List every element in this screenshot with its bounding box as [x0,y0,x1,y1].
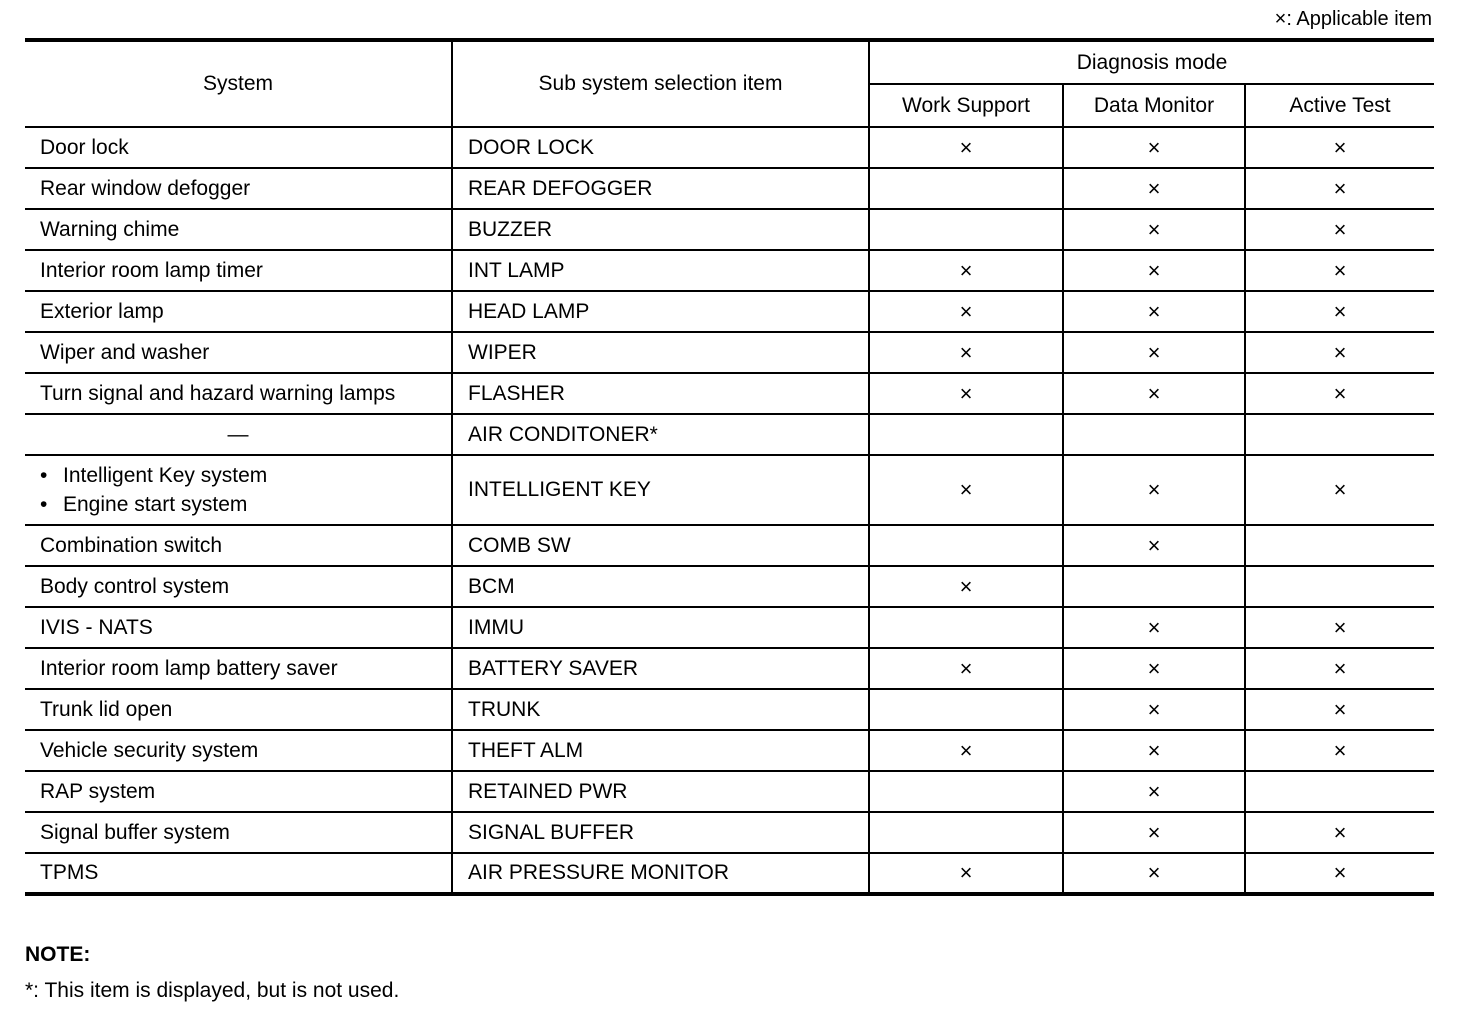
table-row [25,689,1434,730]
legend-text: ×: Applicable item [1274,8,1432,30]
sub-system-cell: SIGNAL BUFFER [452,812,869,853]
system-cell: Interior room lamp battery saver [25,648,452,689]
table-row [25,373,1434,414]
data-monitor-mark [1063,566,1245,607]
table-row [25,127,1434,168]
header-work-support: Work Support [869,84,1063,127]
data-monitor-mark: × [1063,332,1245,373]
work-support-mark: × [869,127,1063,168]
header-diagnosis-mode: Diagnosis mode [869,40,1434,84]
data-monitor-mark: × [1063,730,1245,771]
sub-system-cell: WIPER [452,332,869,373]
work-support-mark [869,525,1063,566]
table-row [25,250,1434,291]
table-row [25,414,1434,455]
header-system: System [25,40,452,127]
header-sub-system: Sub system selection item [452,40,869,127]
active-test-mark: × [1245,607,1434,648]
sub-system-cell: HEAD LAMP [452,291,869,332]
sub-system-cell: AIR PRESSURE MONITOR [452,853,869,894]
system-cell: Trunk lid open [25,689,452,730]
work-support-mark: × [869,566,1063,607]
system-cell: Door lock [25,127,452,168]
work-support-mark: × [869,730,1063,771]
system-cell: Rear window defogger [25,168,452,209]
active-test-mark: × [1245,291,1434,332]
active-test-mark: × [1245,812,1434,853]
work-support-mark [869,812,1063,853]
sub-system-cell: FLASHER [452,373,869,414]
data-monitor-mark: × [1063,455,1245,525]
work-support-mark: × [869,648,1063,689]
header-data-monitor: Data Monitor [1063,84,1245,127]
system-bullet-list [40,461,451,519]
system-cell: IVIS - NATS [25,607,452,648]
work-support-mark: × [869,250,1063,291]
active-test-mark: × [1245,332,1434,373]
sub-system-cell: IMMU [452,607,869,648]
active-test-mark: × [1245,853,1434,894]
work-support-mark [869,689,1063,730]
active-test-mark [1245,771,1434,812]
active-test-mark: × [1245,730,1434,771]
system-bullet-item: • Engine start system [40,490,451,519]
work-support-mark: × [869,853,1063,894]
work-support-mark [869,771,1063,812]
sub-system-cell: COMB SW [452,525,869,566]
sub-system-cell: INT LAMP [452,250,869,291]
system-cell: Warning chime [25,209,452,250]
active-test-mark: × [1245,168,1434,209]
table-row [25,291,1434,332]
data-monitor-mark: × [1063,853,1245,894]
system-cell: RAP system [25,771,452,812]
data-monitor-mark: × [1063,250,1245,291]
data-monitor-mark: × [1063,373,1245,414]
work-support-mark [869,168,1063,209]
sub-system-cell: REAR DEFOGGER [452,168,869,209]
table-row [25,853,1434,894]
system-cell: Signal buffer system [25,812,452,853]
header-active-test: Active Test [1245,84,1434,127]
system-cell: Turn signal and hazard warning lamps [25,373,452,414]
sub-system-cell: INTELLIGENT KEY [452,455,869,525]
sub-system-cell: DOOR LOCK [452,127,869,168]
table-row [25,566,1434,607]
data-monitor-mark: × [1063,209,1245,250]
table-row [25,812,1434,853]
table-row [25,525,1434,566]
diagnosis-table [25,38,1434,896]
table-row [25,730,1434,771]
active-test-mark: × [1245,648,1434,689]
note-text: *: This item is displayed, but is not used. [25,979,400,1002]
system-cell: TPMS [25,853,452,894]
table-row [25,455,1434,525]
note-title: NOTE: [25,943,91,966]
system-cell [25,455,452,525]
system-cell: Exterior lamp [25,291,452,332]
data-monitor-mark: × [1063,525,1245,566]
system-cell: Wiper and washer [25,332,452,373]
table-header [25,40,1434,127]
sub-system-cell: BCM [452,566,869,607]
work-support-mark [869,607,1063,648]
system-cell: Interior room lamp timer [25,250,452,291]
table-body [25,127,1434,894]
table-row [25,648,1434,689]
work-support-mark: × [869,332,1063,373]
sub-system-cell: THEFT ALM [452,730,869,771]
data-monitor-mark: × [1063,291,1245,332]
data-monitor-mark: × [1063,607,1245,648]
sub-system-cell: TRUNK [452,689,869,730]
data-monitor-mark: × [1063,812,1245,853]
data-monitor-mark: × [1063,127,1245,168]
sub-system-cell: BUZZER [452,209,869,250]
active-test-mark [1245,414,1434,455]
data-monitor-mark: × [1063,168,1245,209]
active-test-mark [1245,525,1434,566]
system-cell: Vehicle security system [25,730,452,771]
active-test-mark: × [1245,127,1434,168]
sub-system-cell: RETAINED PWR [452,771,869,812]
data-monitor-mark: × [1063,689,1245,730]
sub-system-cell: BATTERY SAVER [452,648,869,689]
data-monitor-mark [1063,414,1245,455]
active-test-mark: × [1245,455,1434,525]
system-bullet-item: • Intelligent Key system [40,461,451,490]
work-support-mark: × [869,291,1063,332]
work-support-mark: × [869,373,1063,414]
table-row [25,607,1434,648]
table-row [25,168,1434,209]
system-cell: Body control system [25,566,452,607]
table-row [25,332,1434,373]
system-cell: Combination switch [25,525,452,566]
active-test-mark [1245,566,1434,607]
active-test-mark: × [1245,209,1434,250]
data-monitor-mark: × [1063,648,1245,689]
work-support-mark [869,209,1063,250]
active-test-mark: × [1245,250,1434,291]
system-cell: — [25,414,452,455]
active-test-mark: × [1245,689,1434,730]
table-row [25,771,1434,812]
active-test-mark: × [1245,373,1434,414]
table-row [25,209,1434,250]
data-monitor-mark: × [1063,771,1245,812]
sub-system-cell: AIR CONDITONER* [452,414,869,455]
work-support-mark: × [869,455,1063,525]
work-support-mark [869,414,1063,455]
